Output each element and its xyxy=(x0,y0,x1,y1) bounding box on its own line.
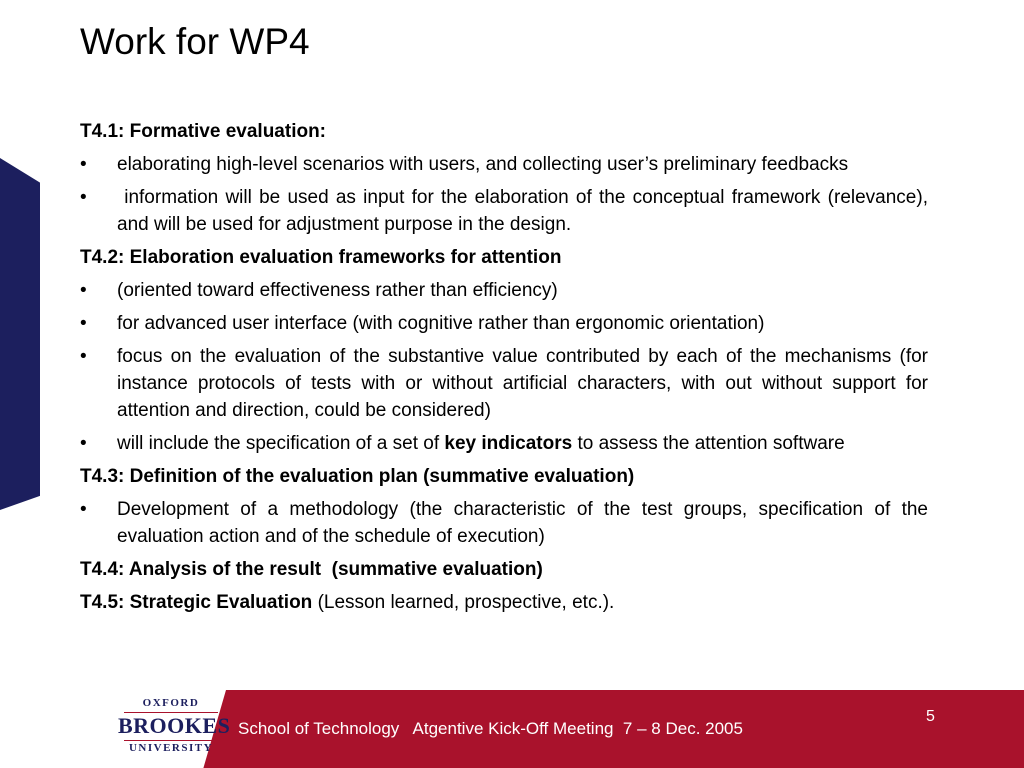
decorative-side-bar xyxy=(0,158,40,510)
section-heading-t4-1: T4.1: Formative evaluation: xyxy=(80,121,327,142)
bullet-text: Development of a methodology (the characteristic of the test groups, specification of the evaluation action and of the schedule of execution) xyxy=(117,499,928,547)
oxford-brookes-logo xyxy=(118,697,231,754)
list-item xyxy=(80,184,934,238)
section-heading-t4-5-suffix: (Lesson learned, prospective, etc.). xyxy=(312,592,615,613)
list-item xyxy=(80,277,928,304)
bullet-text xyxy=(117,430,928,457)
list-item xyxy=(80,151,928,178)
section-heading-t4-3: T4.3: Definition of the evaluation plan (summative evaluation) xyxy=(80,466,635,487)
list-item xyxy=(80,430,928,457)
bullet-text-part: to assess the attention software xyxy=(572,433,845,454)
logo-divider xyxy=(124,740,218,741)
bullet-text: information will be used as input for the elaboration of the conceptual framework (relevance), and will be used for adjustment purpose in the design. xyxy=(117,187,934,235)
slide-title: Work for WP4 xyxy=(80,21,310,62)
bullet-icon: • xyxy=(80,187,87,208)
bullet-icon: • xyxy=(80,499,87,520)
section-heading-t4-2: T4.2: Elaboration evaluation frameworks for attention xyxy=(80,247,562,268)
logo-line-1: OXFORD xyxy=(142,697,200,709)
bullet-icon: • xyxy=(80,313,87,334)
bullet-icon: • xyxy=(80,154,87,175)
list-item xyxy=(80,343,928,424)
bullet-text-part: will include the specification of a set of xyxy=(117,433,445,454)
list-item xyxy=(80,496,928,550)
bullet-icon: • xyxy=(80,433,87,454)
bullet-icon: • xyxy=(80,346,87,367)
slide-body xyxy=(80,118,934,622)
logo-line-2: BROOKES xyxy=(118,713,231,738)
key-indicators-emphasis: key indicators xyxy=(444,433,573,454)
list-item xyxy=(80,310,928,337)
footer-caption: School of Technology Atgentive Kick-Off Meeting 7 – 8 Dec. 2005 xyxy=(238,719,743,738)
bullet-text: for advanced user interface (with cognitive rather than ergonomic orientation) xyxy=(117,313,765,334)
bullet-text: focus on the evaluation of the substantive value contributed by each of the mechanisms (for instance protocols of tests with or without artificial characters, with out without support for attention and direction, could be considered) xyxy=(117,346,928,421)
bullet-text: (oriented toward effectiveness rather than efficiency) xyxy=(117,280,558,301)
section-heading-t4-5 xyxy=(80,589,928,616)
section-heading-t4-5-label: T4.5: Strategic Evaluation xyxy=(80,592,313,613)
page-number: 5 xyxy=(926,708,935,725)
section-heading-t4-4: T4.4: Analysis of the result (summative evaluation) xyxy=(80,559,543,580)
bullet-icon: • xyxy=(80,280,87,301)
logo-line-3: UNIVERSITY xyxy=(128,742,214,754)
bullet-text: elaborating high-level scenarios with users, and collecting user’s preliminary feedbacks xyxy=(117,154,849,175)
